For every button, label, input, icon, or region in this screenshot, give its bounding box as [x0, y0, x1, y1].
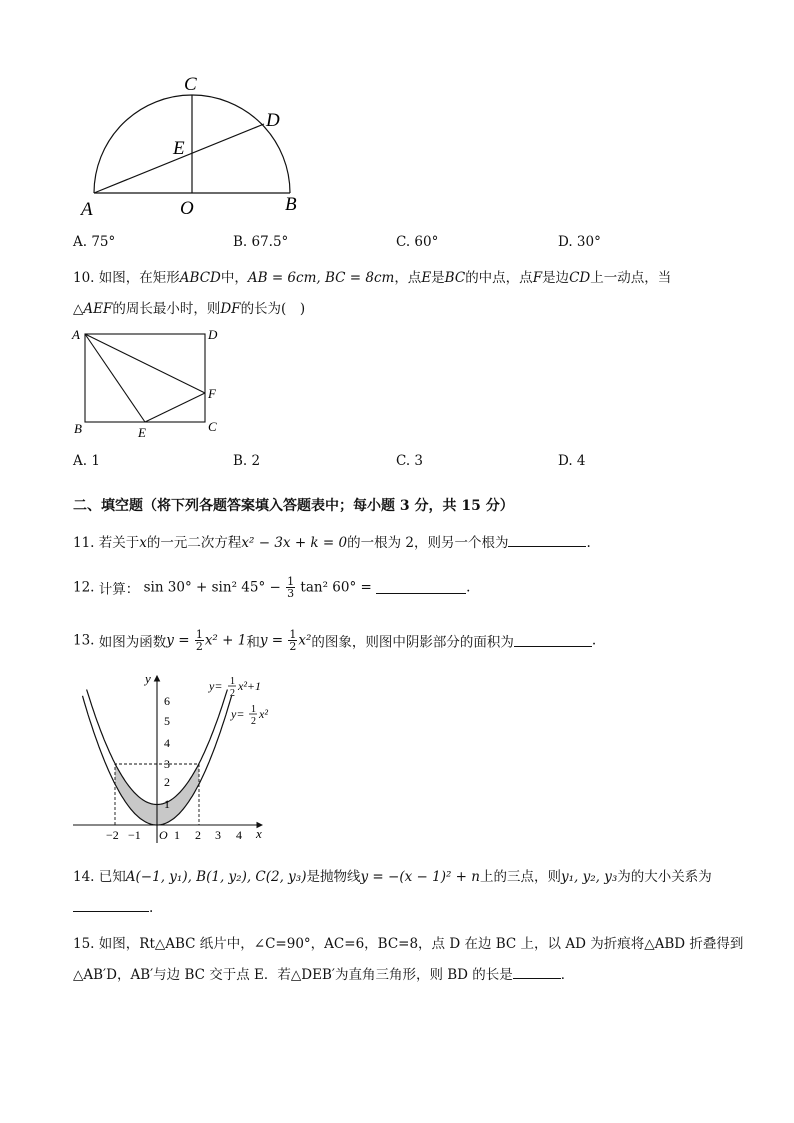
segment-ae: [85, 334, 145, 422]
curve1-label-pre: y=: [209, 679, 223, 693]
segment-af: [85, 334, 205, 393]
curve2-label-den: 2: [251, 716, 256, 727]
curve1-label-post: x²+1: [238, 679, 262, 693]
q14-stem: 14. 已知A(−1, y₁), B(1, y₂), C(2, y₃)是抛物线y = −(x − 1)² + n上的三点，则y₁, y₂, y₃为的大小关系为: [73, 869, 712, 885]
label-a: A: [72, 327, 80, 342]
q14-answer-blank[interactable]: [73, 899, 149, 912]
label-e: E: [173, 138, 185, 159]
y-tick-5: 5: [164, 714, 170, 728]
q9-option-d: D. 30°: [558, 234, 601, 250]
label-d: D: [266, 110, 280, 131]
label-e: E: [138, 425, 146, 440]
curve1-label-den: 2: [230, 688, 235, 699]
q12-stem: 12. 计算： sin 30° + sin² 45° − $\frac{1}{3}$ tan² 60° = .: [73, 575, 471, 600]
label-d: D: [208, 327, 218, 342]
origin-label: O: [159, 828, 168, 842]
curve1-label-num: 1: [230, 676, 235, 687]
y-tick-3: 3: [164, 757, 170, 771]
q13-answer-blank[interactable]: [514, 634, 592, 647]
q11-stem: 11. 若关于x的一元二次方程x² − 3x + k = 0的一根为 2，则另一个根为 .: [73, 535, 591, 551]
label-f: F: [208, 386, 216, 401]
q10-stem-line2: △AEF的周长最小时，则DF的长为( ): [73, 301, 306, 317]
curve2-label-num: 1: [251, 704, 256, 715]
label-o: O: [180, 198, 194, 219]
q11-answer-blank[interactable]: [508, 534, 586, 547]
y-tick-4: 4: [164, 736, 170, 750]
q15-stem-line2: △AB′D，AB′与边 BC 交于点 E．若△DEB′为直角三角形，则 BD 的长是 ．: [73, 967, 575, 983]
q14-answer-line: .: [73, 899, 153, 916]
x-tick-3: 3: [215, 828, 221, 842]
q10-option-c: C. 3: [396, 453, 424, 469]
q13-fraction-1: $\frac{1}{2}$: [195, 628, 203, 653]
x-tick-4: 4: [236, 828, 242, 842]
q9-option-b: B. 67.5°: [233, 234, 289, 250]
q10-option-a: A. 1: [73, 453, 100, 469]
curve2-label-post: x²: [259, 707, 268, 721]
q12-fraction: $\frac{1}{3}$: [287, 575, 295, 600]
x-tick-neg1: −1: [128, 828, 141, 842]
curve2-label-pre: y=: [231, 707, 245, 721]
label-b: B: [285, 194, 297, 215]
label-a: A: [81, 199, 93, 220]
q15-answer-blank[interactable]: [513, 966, 561, 979]
q13-graph: [70, 668, 290, 848]
q9-option-c: C. 60°: [396, 234, 439, 250]
q13-stem: 13. 如图为函数y = $\frac{1}{2}$ x² + 1和y = $\frac{1}{2}$ x²的图象，则图中阴影部分的面积为 .: [73, 628, 597, 653]
q10-number: 10.: [73, 270, 95, 286]
q15-stem: 15. 如图，Rt△ABC 纸片中，∠C=90°，AC=6，BC=8，点 D 在边 BC 上，以 AD 为折痕将△ABD 折叠得到: [73, 936, 744, 952]
section-title: 二、填空题（将下列各题答案填入答题表中；每小题 3 分，共 15 分）: [73, 498, 514, 514]
label-b: B: [74, 421, 82, 436]
q10-stem: 10. 如图，在矩形ABCD中，AB = 6cm, BC = 8cm，点E是BC的中点，点F是边CD上一动点，当: [73, 270, 672, 286]
q13-fraction-2: $\frac{1}{2}$: [289, 628, 297, 653]
segment-ef: [145, 393, 205, 422]
x-axis-label: x: [256, 826, 262, 841]
q10-option-b: B. 2: [233, 453, 261, 469]
rectangle-abcd: [85, 334, 205, 422]
x-tick-1: 1: [174, 828, 180, 842]
y-axis-label: y: [145, 671, 151, 686]
q10-option-d: D. 4: [558, 453, 586, 469]
x-tick-neg2: −2: [106, 828, 119, 842]
q9-figure: [78, 72, 318, 222]
q10-figure: [70, 325, 230, 445]
label-c: C: [184, 74, 197, 95]
x-tick-2: 2: [195, 828, 201, 842]
y-tick-2: 2: [164, 775, 170, 789]
y-tick-1: 1: [164, 797, 170, 811]
q12-answer-blank[interactable]: [376, 581, 466, 594]
label-c: C: [208, 419, 217, 434]
q9-option-a: A. 75°: [73, 234, 116, 250]
y-tick-6: 6: [164, 694, 170, 708]
